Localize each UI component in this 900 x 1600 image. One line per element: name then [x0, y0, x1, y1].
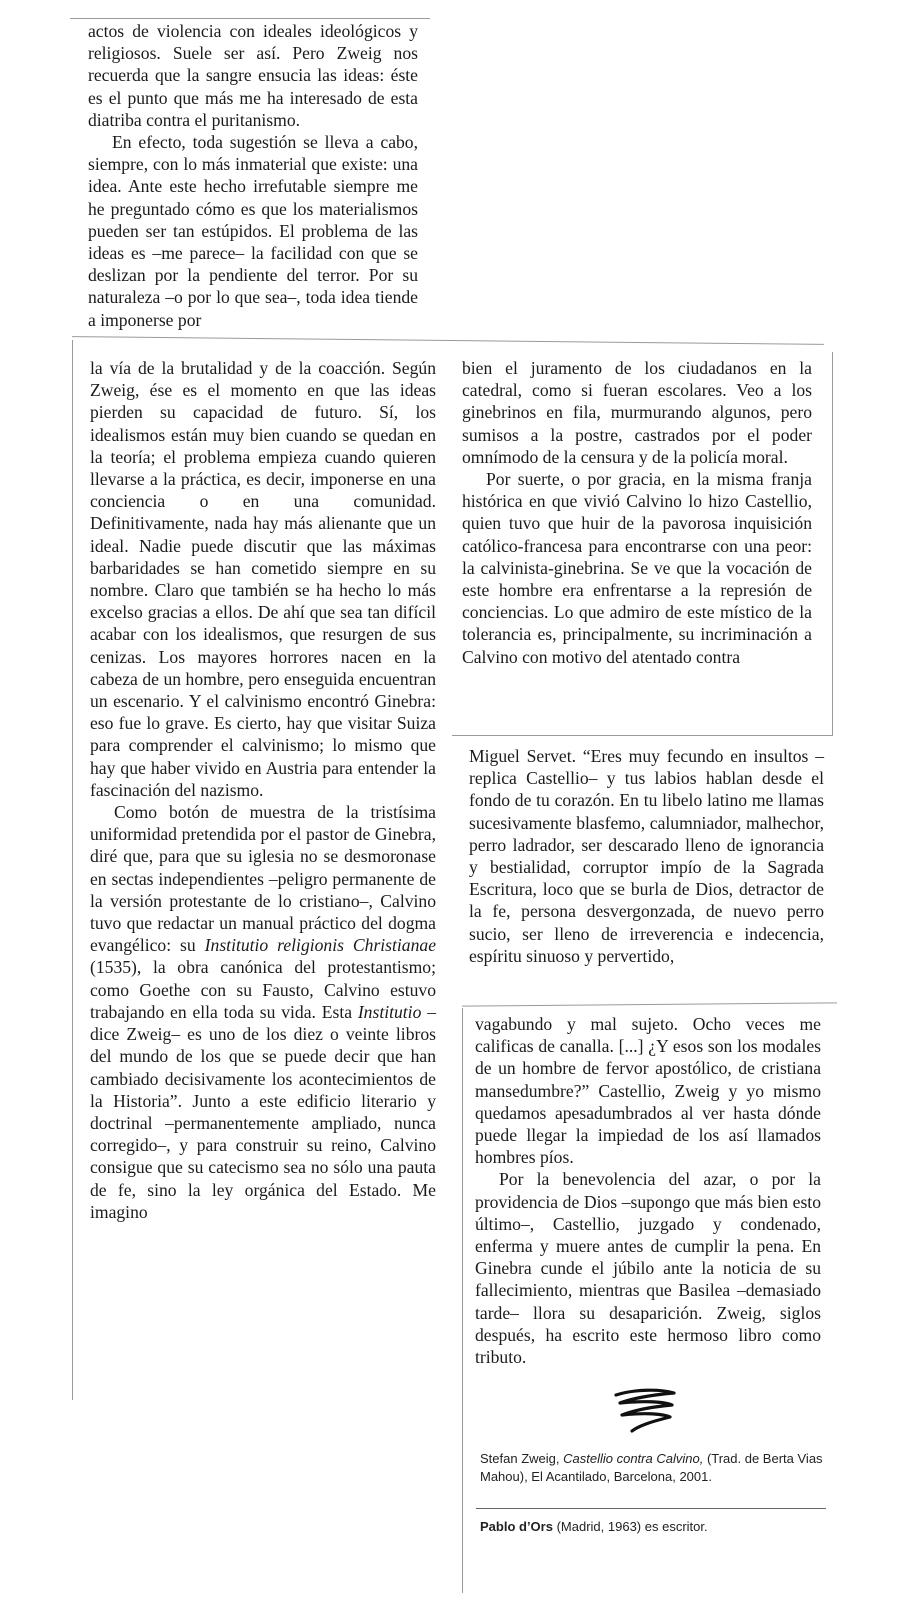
text-run: –dice Zweig– es uno de los diez o veinte libros del mundo de los que se puede decir que han cambiado decisivamente los acontecimientos de la Historia”. Junto a este edificio literario y doctrinal –permanentemente ampliado, nunca corregido–, y para construir su reino, Calvino consigue que su catecismo sea no sólo una pauta de fe, sino la ley orgánica del Estado. Me imagino — [90, 1001, 436, 1222]
paragraph: En efecto, toda sugestión se lleva a cabo, siempre, con lo más inmaterial que existe: una idea. Ante este hecho irrefutable siempre me he preguntado cómo es que los materialismos pueden ser tan estúpidos. El problema de las ideas es –me parece– la facilidad con que se deslizan por la pendiente del terror. Por su naturaleza –o por lo que sea–, toda idea tiende a imponerse por — [88, 132, 418, 330]
author-details: (Madrid, 1963) es escritor. — [556, 1519, 708, 1534]
article-block-1 — [88, 20, 418, 331]
paragraph: bien el juramento de los ciudadanos en la catedral, como si fueran escolares. Veo a los ginebrinos en fila, murmurando algunos, pero sumisos a la postre, castrados por el poder omnímodo de la censura y de la policía moral. — [462, 358, 812, 467]
reference-title: Castellio contra Calvino, — [563, 1451, 704, 1466]
author-byline — [480, 1518, 830, 1536]
article-block-2 — [90, 357, 436, 1223]
paragraph: Por suerte, o por gracia, en la misma franja histórica en que vivió Calvino lo hizo Castellio, quien tuvo que huir de la pavorosa inquisición católico-francesa para encontrarse con una peor: la calvinista-ginebrina. Se ve que la vocación de este hombre era enfrentarse a la represión de conciencias. Lo que admiro de este místico de la tolerancia es, principalmente, su incriminación a Calvino con motivo del atentado contra — [462, 469, 812, 667]
reference-details: (Trad. de Berta Vias Mahou), El Acantilado, Barcelona, 2001. — [480, 1451, 823, 1484]
paragraph: actos de violencia con ideales ideológicos y religiosos. Suele ser así. Pero Zweig nos recuerda que la sangre ensucia las ideas: éste es el punto que más me ha interesado de esta diatriba contra el puritanismo. — [88, 21, 418, 130]
paragraph: vagabundo y mal sujeto. Ocho veces me calificas de canalla. [...] ¿Y esos son los modales de un hombre de fervor apostólico, de cristiana mansedumbre?” Castellio, Zweig y yo mismo quedamos apesadumbrados al ver hasta dónde puede llegar la impiedad de los así llamados hombres píos. — [475, 1014, 821, 1168]
book-reference — [480, 1450, 828, 1486]
reference-author: Stefan Zweig, — [480, 1451, 560, 1466]
end-flourish-icon — [610, 1385, 680, 1433]
paragraph: Miguel Servet. “Eres muy fecundo en insultos –replica Castellio– y tus labios hablan desde el fondo de tu corazón. En tu libelo latino me llamas sucesivamente blasfemo, calumniador, malhechor, perro ladrador, ser descarado lleno de ignorancia y bestialidad, corruptor impío de la Sagrada Escritura, loco que se burla de Dios, detractor de la fe, persona desvergonzada, de nuevo perro sucio, ser lleno de irreverencia e indecencia, espíritu sinuoso y pervertido, — [469, 746, 824, 966]
article-block-4 — [469, 745, 824, 967]
book-title: Institutio — [357, 1001, 422, 1022]
divider — [476, 1508, 826, 1509]
cut-line — [70, 18, 430, 19]
paragraph — [90, 801, 436, 1223]
paragraph: la vía de la brutalidad y de la coacción. Según Zweig, ése es el momento en que las ideas pierden su capacidad de futuro. Sí, los idealismos están muy bien cuando se quedan en la teoría; el problema empieza cuando quieren llevarse a la práctica, es decir, imponerse en una conciencia o en una comunidad. Definitivamente, nada hay más alienante que un ideal. Nadie puede discutir que las máximas barbaridades se han cometido siempre en su nombre. Claro que también se ha hecho lo más excelso gracias a ellos. De ahí que sea tan difícil acabar con los idealismos, que resurgen de sus cenizas. Los mayores horrores nacen en la cabeza de un hombre, pero enseguida encuentran un escenario. Y el calvinismo encontró Ginebra: eso fue lo grave. Es cierto, hay que visitar Suiza para comprender el calvinismo; lo mismo que hay que haber vivido en Austria para entender la fascinación del nazismo. — [90, 358, 436, 800]
text-run: (1535), la obra canónica del protestantismo; como Goethe con su Fausto, Calvino estuvo trabajando en ella toda su vida. Esta — [90, 957, 436, 1022]
cut-line — [452, 735, 832, 736]
article-block-3 — [462, 357, 812, 668]
book-title: Institutio religionis Christianae — [204, 935, 437, 956]
article-block-5 — [475, 1013, 821, 1368]
paragraph: Por la benevolencia del azar, o por la providencia de Dios –supongo que más bien esto último–, Castellio, juzgado y condenado, enferma y muere antes de cumplir la pena. En Ginebra cunde el júbilo ante la noticia de su fallecimiento, mientras que Basilea –demasiado tarde– llora su desaparición. Zweig, siglos después, ha escrito este hermoso libro como tributo. — [475, 1169, 821, 1368]
author-name: Pablo d’Ors — [480, 1519, 553, 1534]
text-run: Como botón de muestra de la tristísima uniformidad pretendida por el pastor de Ginebra, diré que, para que su iglesia no se desmoronase en sectas independientes –peligro permanente de la versión protestante de lo cristiano–, Calvino tuvo que redactar un manual práctico del dogma evangélico: su — [90, 802, 436, 956]
